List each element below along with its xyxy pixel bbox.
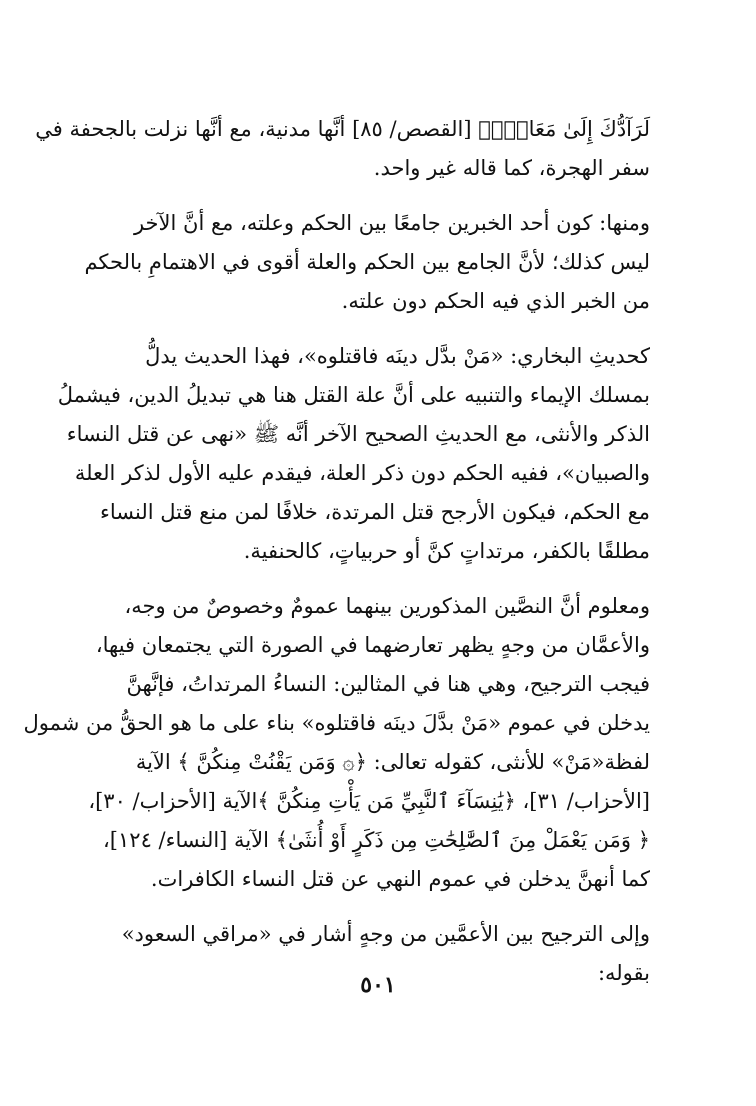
text-line: لفظة«مَنْ» للأنثى، كقوله تعالى: ﴿۞ وَمَن يَقْنُتْ مِنكُنَّ ﴾ الآية <box>135 750 650 774</box>
text-line: ومعلوم أنَّ النصَّين المذكورين بينهما عمومٌ وخصوصٌ من وجه، <box>124 594 650 618</box>
text-line: ليس كذلك؛ لأنَّ الجامع بين الحكم والعلة أقوى في الاهتمامِ بالحكم <box>84 250 650 274</box>
text-line: ﴿ وَمَن يَعْمَلْ مِنَ ٱلصَّٰلِحَٰتِ مِن ذَكَرٍ أَوْ أُنثَىٰ﴾ الآية [النساء/ ١٢٤]، <box>103 828 650 852</box>
text-line: مطلقًا بالكفر، مرتداتٍ كنَّ أو حربياتٍ، كالحنفية. <box>243 539 650 563</box>
text-line: ومنها: كون أحد الخبرين جامعًا بين الحكم وعلته، مع أنَّ الآخر <box>133 211 650 235</box>
text-line: بقوله: <box>597 961 650 985</box>
text-line: فيجب الترجيح، وهي هنا في المثالين: النساءُ المرتداتُ، فإنَّهنَّ <box>126 672 650 696</box>
text-line: والأعمَّان من وجهٍ يظهر تعارضهما في الصورة التي يجتمعان فيها، <box>95 633 650 657</box>
text-line: وإلى الترجيح بين الأعمَّين من وجهٍ أشار في «مراقي السعود» <box>121 922 650 946</box>
text-line: [الأحزاب/ ٣١]، ﴿يَٰنِسَآءَ ٱلنَّبِيِّ مَن يَأْتِ مِنكُنَّ ﴾الآية [الأحزاب/ ٣٠]، <box>88 789 650 813</box>
page-body <box>23 110 650 1009</box>
text-line: بمسلك الإيماء والتنبيه على أنَّ علة القتل هنا هي تبديلُ الدين، فيشملُ <box>57 383 650 407</box>
text-line: سفر الهجرة، كما قاله غير واحد. <box>373 156 650 180</box>
text-line: لَرَآدُّكَ إِلَىٰ مَعَادٍۚ﴾ [القصص/ ٨٥] أنَّها مدنية، مع أنَّها نزلت بالجحفة في <box>35 117 650 141</box>
text-line: الذكر والأنثى، مع الحديثِ الصحيح الآخر أنَّه ﷺ «نهى عن قتل النساء <box>66 422 650 446</box>
text-line: والصبيان»، ففيه الحكم دون ذكر العلة، فيقدم عليه الأول لذكر العلة <box>74 461 650 485</box>
text-line: كحديثِ البخاري: «مَنْ بدَّل دينَه فاقتلوه»، فهذا الحديث يدلُّ <box>145 344 650 368</box>
text-line: يدخلن في عموم «مَنْ بدَّلَ دينَه فاقتلوه» بناء على ما هو الحقُّ من شمول <box>23 711 650 735</box>
text-line: كما أنهنَّ يدخلن في عموم النهي عن قتل النساء الكافرات. <box>150 867 650 891</box>
paragraph-3 <box>57 337 650 571</box>
paragraph-4 <box>23 587 650 899</box>
paragraph-1 <box>35 110 650 188</box>
paragraph-2 <box>84 204 650 321</box>
text-line: من الخبر الذي فيه الحكم دون علته. <box>341 289 650 313</box>
text-line: مع الحكم، فيكون الأرجح قتل المرتدة، خلافًا لمن منع قتل النساء <box>99 500 650 524</box>
page-number: ٥٠١ <box>360 972 396 998</box>
